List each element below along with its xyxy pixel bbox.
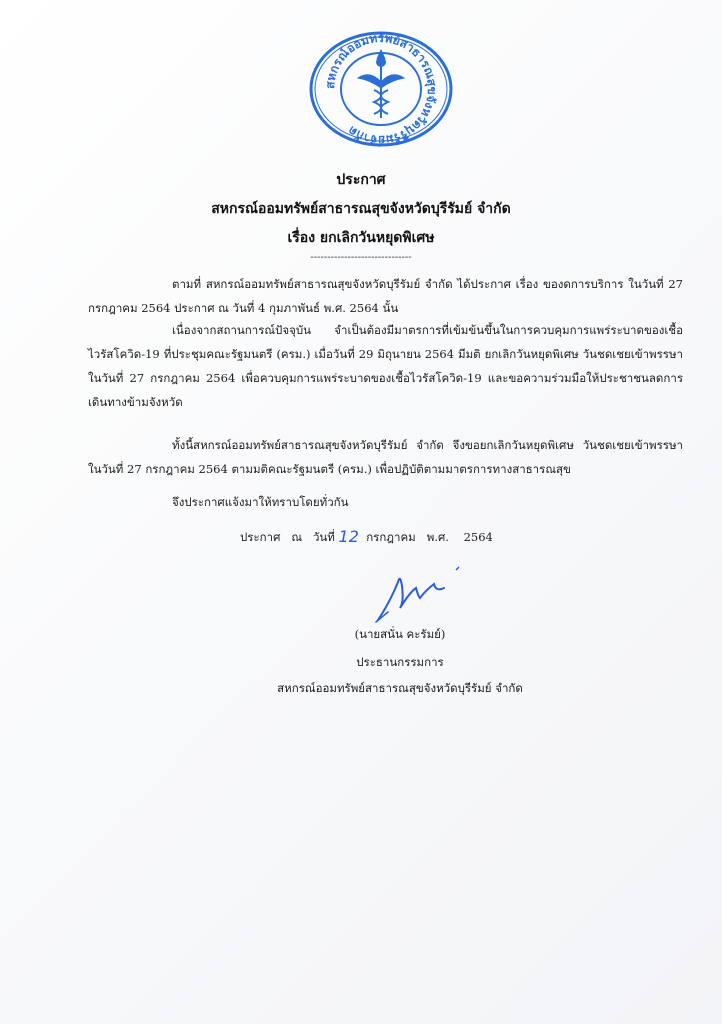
announcement-label: ประกาศ: [336, 172, 386, 188]
date-month: กรกฎาคม: [366, 530, 416, 544]
signatory-title: ประธานกรรมการ: [356, 655, 444, 669]
subject-line: เรื่อง ยกเลิกวันหยุดพิเศษ: [287, 230, 435, 246]
paragraph-1-text: ตามที่ สหกรณ์ออมทรัพย์สาธารณสุขจังหวัดบุรีรัมย์ จำกัด ได้ประกาศ เรื่อง ของดการบริการ ในวันที่ 27 กรกฎาคม 2564 ประกาศ ณ วันที่ 4 กุมภาพันธ์ พ.ศ. 2564 นั้น: [88, 277, 683, 315]
paragraph-1: [88, 272, 683, 320]
paragraph-3: [88, 433, 683, 481]
signatory-name: (นายสนั่น คะรัมย์): [354, 627, 446, 641]
seal-ring-text: สหกรณ์ออมทรัพย์สาธารณสุขจังหวัดบุรีรัมย์จำกัด: [322, 30, 440, 148]
date-era: พ.ศ.: [426, 530, 449, 544]
signatory-organization: สหกรณ์ออมทรัพย์สาธารณสุขจังหวัดบุรีรัมย์ จำกัด: [277, 681, 523, 695]
caduceus-icon: [358, 50, 404, 118]
organization-title: สหกรณ์ออมทรัพย์สาธารณสุขจังหวัดบุรีรัมย์ จำกัด: [211, 201, 511, 217]
date-prefix: ประกาศ ณ วันที่: [240, 530, 335, 544]
paragraph-3-text: ทั้งนี้สหกรณ์ออมทรัพย์สาธารณสุขจังหวัดบุรีรัมย์ จำกัด จึงขอยกเลิกวันหยุดพิเศษ วันชดเชยเข้าพรรษา ในวันที่ 27 กรกฎาคม 2564 ตามมติคณะรัฐมนตรี (ครม.) เพื่อปฏิบัติตามมาตรการทางสาธารณสุข: [88, 438, 683, 476]
handwritten-day: 12: [338, 527, 359, 546]
date-line: [240, 526, 493, 547]
paragraph-2-text: เนื่องจากสถานการณ์ปัจจุบัน จำเป็นต้องมีมาตรการที่เข้มข้นขึ้นในการควบคุมการแพร่ระบาดของเชื้อไวรัสโควิด-19 ที่ประชุมคณะรัฐมนตรี (ครม.) เมื่อวันที่ 29 มิถุนายน 2564 มีมติ ยกเลิกวันหยุดพิเศษ วันชดเชยเข้าพรรษา ในวันที่ 27 กรกฎาคม 2564 เพื่อควบคุมการแพร่ระบาดของเชื้อไวรัสโควิด-19 และขอความร่วมมือให้ประชาชนลดการเดินทางข้ามจังหวัด: [88, 323, 683, 409]
organization-seal: [306, 30, 456, 148]
handwritten-signature: [360, 562, 480, 632]
paragraph-2: [88, 318, 683, 414]
date-year: 2564: [463, 530, 493, 544]
separator-line: ------------------------------: [310, 252, 412, 263]
paragraph-4: จึงประกาศแจ้งมาให้ทราบโดยทั่วกัน: [172, 495, 349, 509]
